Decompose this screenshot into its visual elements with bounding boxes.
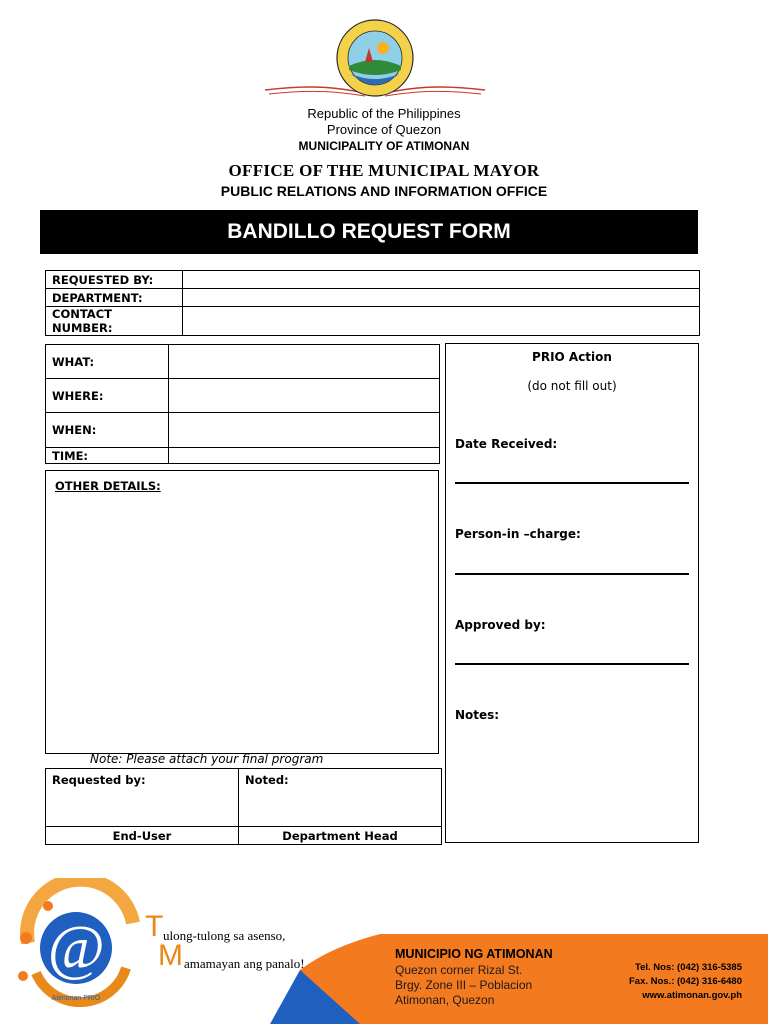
- date-received-line[interactable]: [455, 482, 689, 484]
- other-details-label: OTHER DETAILS:: [55, 479, 161, 493]
- tagline-initial-t: T: [145, 910, 164, 943]
- person-in-charge-line[interactable]: [455, 573, 689, 575]
- municipality-label: MUNICIPALITY OF ATIMONAN: [298, 139, 470, 153]
- requested-by-label: REQUESTED BY:: [46, 271, 183, 289]
- prio-action-panel: [445, 343, 699, 843]
- date-received-label: Date Received:: [455, 437, 558, 451]
- when-label: WHEN:: [46, 413, 169, 448]
- requester-table: [45, 270, 700, 336]
- department-label: DEPARTMENT:: [46, 289, 183, 307]
- requested-by-signature-label[interactable]: Requested by:: [46, 769, 239, 827]
- table-row: [46, 827, 442, 845]
- attach-note: Note: Please attach your final program: [90, 752, 324, 766]
- fax-number: Fax. Nos.: (042) 316-6480: [628, 976, 742, 987]
- what-label: WHAT:: [46, 345, 169, 379]
- table-row: [46, 271, 700, 289]
- republic-label: Republic of the Philippines: [307, 106, 461, 121]
- requested-by-field[interactable]: [183, 271, 700, 289]
- table-row: [46, 379, 440, 413]
- approved-by-label: Approved by:: [455, 618, 546, 632]
- other-details-box[interactable]: [45, 470, 439, 754]
- province-label: Province of Quezon: [326, 122, 442, 137]
- when-field[interactable]: [169, 413, 440, 448]
- prio-action-title: PRIO Action: [532, 350, 612, 364]
- what-field[interactable]: [169, 345, 440, 379]
- department-head-label: Department Head: [239, 827, 442, 845]
- municipio-name: MUNICIPIO NG ATIMONAN: [395, 947, 553, 961]
- table-row: [46, 769, 442, 827]
- contact-number-label: CONTACT NUMBER:: [46, 307, 183, 336]
- department-field[interactable]: [183, 289, 700, 307]
- table-row: [46, 307, 700, 336]
- address-line3: Atimonan, Quezon: [395, 993, 495, 1007]
- address-line1: Quezon corner Rizal St.: [395, 963, 523, 977]
- person-in-charge-label: Person-in –charge:: [455, 527, 581, 541]
- end-user-label: End-User: [46, 827, 239, 845]
- telephone-number: Tel. Nos: (042) 316-5385: [634, 962, 742, 973]
- where-label: WHERE:: [46, 379, 169, 413]
- approved-by-line[interactable]: [455, 663, 689, 665]
- municipal-seal: [255, 18, 495, 108]
- tagline-line1: ulong-tulong sa asenso,: [163, 928, 286, 943]
- noted-signature-label[interactable]: Noted:: [239, 769, 442, 827]
- contact-number-field[interactable]: [183, 307, 700, 336]
- event-table: [45, 344, 440, 464]
- prio-action-subtitle: (do not fill out): [527, 379, 617, 393]
- notes-label: Notes:: [455, 708, 500, 722]
- form-title: BANDILLO REQUEST FORM: [40, 210, 698, 254]
- table-row: [46, 345, 440, 379]
- where-field[interactable]: [169, 379, 440, 413]
- table-row: [46, 413, 440, 448]
- website-link[interactable]: www.atimonan.gov.ph: [642, 990, 742, 1001]
- prio-logo: [8, 878, 143, 1008]
- logo-at-letter: @: [47, 914, 105, 982]
- office-title: OFFICE OF THE MUNICIPAL MAYOR: [228, 161, 540, 180]
- table-row: [46, 289, 700, 307]
- tagline-initial-m: M: [158, 939, 183, 972]
- time-field[interactable]: [169, 448, 440, 464]
- address-line2: Brgy. Zone III – Poblacion: [395, 978, 533, 992]
- sub-office-title: PUBLIC RELATIONS AND INFORMATION OFFICE: [220, 183, 548, 199]
- signature-table: [45, 768, 442, 845]
- logo-caption: Atimonan PRIO: [51, 995, 101, 1002]
- table-row: [46, 448, 440, 464]
- tagline-line2: amamayan ang panalo!: [184, 956, 305, 971]
- time-label: TIME:: [46, 448, 169, 464]
